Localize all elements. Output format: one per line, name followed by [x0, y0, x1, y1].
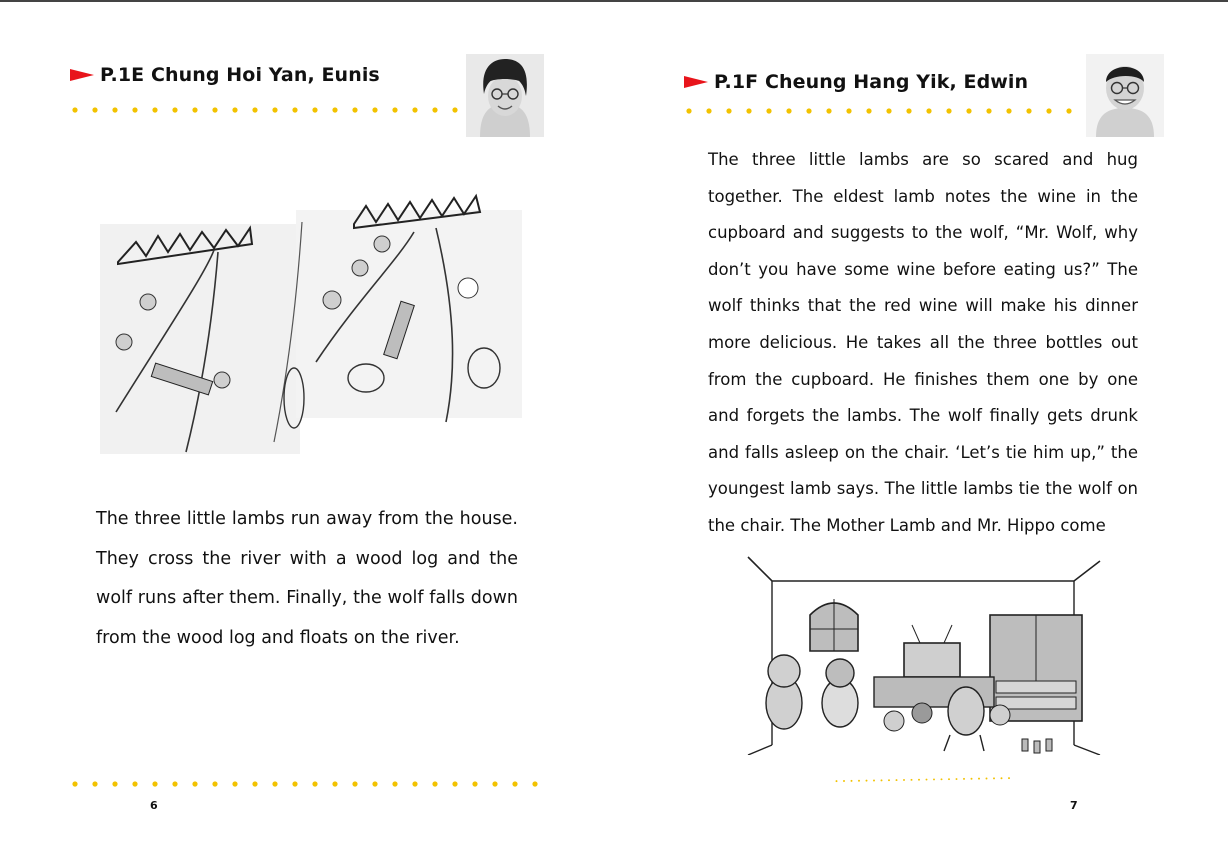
left-page	[0, 2, 614, 868]
divider-dot	[1008, 777, 1010, 779]
red-flag-icon	[70, 68, 94, 82]
divider-dot	[846, 108, 851, 113]
divider-dot	[888, 779, 890, 781]
divider-dot	[112, 107, 117, 112]
divider-dot	[192, 107, 197, 112]
divider-dot	[918, 779, 920, 781]
divider-dot	[412, 107, 417, 112]
right-page	[614, 2, 1228, 868]
student-name: P.1F Cheung Hang Yik, Edwin	[714, 71, 1029, 93]
divider-dot	[332, 107, 337, 112]
divider-dot	[926, 108, 931, 113]
river-escape-drawing	[96, 192, 528, 464]
divider-dot	[806, 108, 811, 113]
red-flag-icon	[684, 75, 708, 89]
divider-dot	[786, 108, 791, 113]
divider-dot	[896, 779, 898, 781]
divider-dot	[112, 781, 117, 786]
divider-dot	[412, 781, 417, 786]
divider-dot	[192, 781, 197, 786]
student-photo	[1086, 54, 1164, 137]
story-text: The three little lambs are so scared and hug together. The eldest lamb notes the wine in the cupboard and suggests to the wolf, “Mr. Wolf, why don’t you have some wine before eating us?” The wolf thinks that the red wine will make his dinner more delicious. He takes all the three bottles out from the cupboard. He finishes them one by one and forgets the lambs. The wolf finally gets drunk and falls asleep on the chair. ‘Let’s tie him up,” the youngest lamb says. The little lambs tie the wolf on the chair. The Mother Lamb and Mr. Hippo come	[708, 150, 1138, 535]
divider-dot	[866, 780, 868, 782]
divider-dot	[332, 781, 337, 786]
divider-dot	[372, 107, 377, 112]
divider-dot	[92, 781, 97, 786]
dotted-divider-bottom	[72, 781, 550, 787]
divider-dot	[686, 108, 691, 113]
divider-dot	[851, 780, 853, 782]
divider-dot	[272, 781, 277, 786]
divider-dot	[132, 781, 137, 786]
divider-dot	[372, 781, 377, 786]
divider-dot	[726, 108, 731, 113]
divider-dot	[452, 781, 457, 786]
divider-dot	[292, 781, 297, 786]
dotted-divider-top	[686, 108, 1076, 114]
divider-dot	[858, 780, 860, 782]
divider-dot	[312, 781, 317, 786]
divider-dot	[986, 108, 991, 113]
dotted-divider-bottom	[686, 777, 1164, 783]
page-number: 7	[1070, 799, 1078, 812]
right-heading	[684, 71, 1028, 93]
page-number: 6	[150, 799, 158, 812]
divider-dot	[926, 779, 928, 781]
divider-dot	[971, 778, 973, 780]
divider-dot	[946, 108, 951, 113]
divider-dot	[212, 781, 217, 786]
divider-dot	[1026, 108, 1031, 113]
divider-dot	[746, 108, 751, 113]
divider-dot	[873, 779, 875, 781]
divider-dot	[706, 108, 711, 113]
divider-dot	[978, 778, 980, 780]
dotted-divider-top	[72, 107, 462, 113]
divider-dot	[132, 107, 137, 112]
divider-dot	[232, 107, 237, 112]
divider-dot	[292, 107, 297, 112]
divider-dot	[472, 781, 477, 786]
divider-dot	[172, 107, 177, 112]
divider-dot	[886, 108, 891, 113]
divider-dot	[1066, 108, 1071, 113]
student-name: P.1E Chung Hoi Yan, Eunis	[100, 64, 380, 86]
divider-dot	[232, 781, 237, 786]
divider-dot	[532, 781, 537, 786]
divider-dot	[172, 781, 177, 786]
divider-dot	[392, 781, 397, 786]
divider-dot	[1046, 108, 1051, 113]
divider-dot	[826, 108, 831, 113]
divider-dot	[392, 107, 397, 112]
divider-dot	[432, 107, 437, 112]
divider-dot	[948, 778, 950, 780]
divider-dot	[252, 781, 257, 786]
divider-dot	[963, 778, 965, 780]
divider-dot	[1001, 777, 1003, 779]
student-photo	[466, 54, 544, 137]
divider-dot	[933, 778, 935, 780]
divider-dot	[866, 108, 871, 113]
divider-dot	[212, 107, 217, 112]
divider-dot	[966, 108, 971, 113]
divider-dot	[92, 107, 97, 112]
divider-dot	[993, 777, 995, 779]
divider-dot	[956, 778, 958, 780]
divider-dot	[352, 107, 357, 112]
divider-dot	[72, 781, 77, 786]
divider-dot	[881, 779, 883, 781]
divider-dot	[272, 107, 277, 112]
divider-dot	[72, 107, 77, 112]
divider-dot	[152, 781, 157, 786]
room-drawing	[744, 555, 1104, 755]
divider-dot	[492, 781, 497, 786]
divider-dot	[452, 107, 457, 112]
divider-dot	[512, 781, 517, 786]
divider-dot	[941, 778, 943, 780]
divider-dot	[766, 108, 771, 113]
divider-dot	[312, 107, 317, 112]
divider-dot	[152, 107, 157, 112]
divider-dot	[843, 780, 845, 782]
divider-dot	[911, 779, 913, 781]
divider-dot	[352, 781, 357, 786]
divider-dot	[432, 781, 437, 786]
divider-dot	[906, 108, 911, 113]
divider-dot	[986, 778, 988, 780]
story-text: The three little lambs run away from the house. They cross the river with a wood log and the wolf runs after them. Finally, the wolf falls down from the wood log and floats on the river.	[96, 509, 518, 648]
divider-dot	[903, 779, 905, 781]
divider-dot	[836, 780, 838, 782]
divider-dot	[252, 107, 257, 112]
divider-dot	[1006, 108, 1011, 113]
left-heading	[70, 64, 380, 86]
